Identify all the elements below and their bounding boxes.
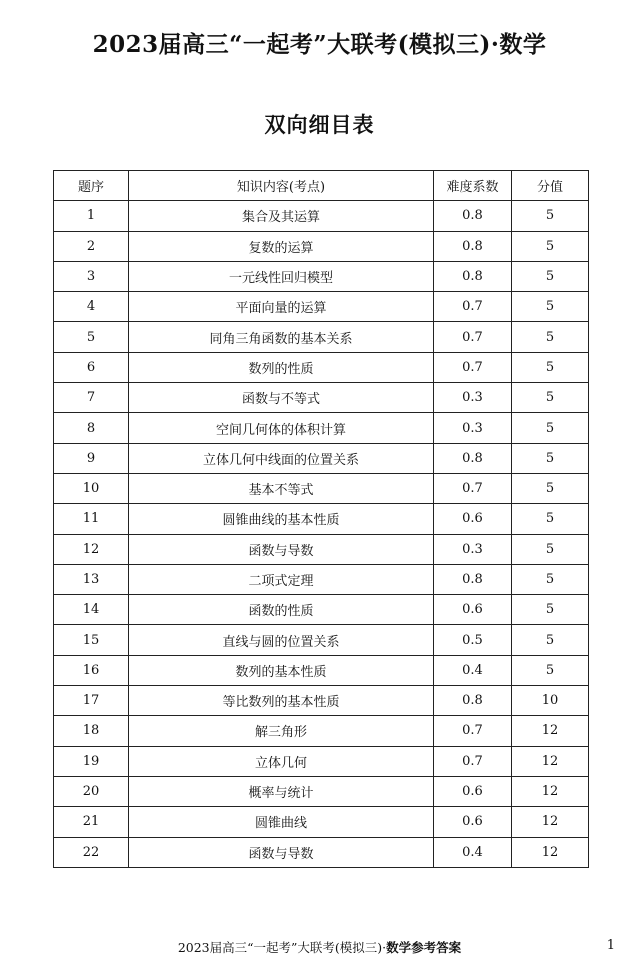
cell-difficulty: 0.8 bbox=[434, 231, 512, 261]
table-row bbox=[54, 746, 589, 776]
cell-difficulty: 0.8 bbox=[434, 686, 512, 716]
cell-question-number: 4 bbox=[54, 292, 129, 322]
cell-knowledge-topic: 复数的运算 bbox=[129, 231, 434, 261]
cell-difficulty: 0.3 bbox=[434, 383, 512, 413]
cell-question-number: 14 bbox=[54, 595, 129, 625]
cell-question-number: 11 bbox=[54, 504, 129, 534]
footer-doc-name: 数学参考答案 bbox=[386, 940, 462, 955]
header-question-number: 题序 bbox=[54, 171, 129, 201]
cell-question-number: 3 bbox=[54, 261, 129, 291]
cell-question-number: 20 bbox=[54, 776, 129, 806]
table-row bbox=[54, 443, 589, 473]
cell-score: 5 bbox=[512, 595, 589, 625]
table-row bbox=[54, 504, 589, 534]
cell-knowledge-topic: 立体几何 bbox=[129, 746, 434, 776]
cell-difficulty: 0.7 bbox=[434, 322, 512, 352]
cell-question-number: 22 bbox=[54, 837, 129, 867]
cell-score: 5 bbox=[512, 625, 589, 655]
table-header-row bbox=[54, 171, 589, 201]
cell-score: 5 bbox=[512, 564, 589, 594]
cell-knowledge-topic: 概率与统计 bbox=[129, 776, 434, 806]
table-row bbox=[54, 413, 589, 443]
table-body bbox=[54, 201, 589, 868]
cell-knowledge-topic: 立体几何中线面的位置关系 bbox=[129, 443, 434, 473]
cell-knowledge-topic: 集合及其运算 bbox=[129, 201, 434, 231]
table-row bbox=[54, 655, 589, 685]
cell-question-number: 15 bbox=[54, 625, 129, 655]
cell-knowledge-topic: 函数的性质 bbox=[129, 595, 434, 625]
cell-question-number: 1 bbox=[54, 201, 129, 231]
cell-knowledge-topic: 等比数列的基本性质 bbox=[129, 686, 434, 716]
specification-table bbox=[53, 170, 589, 868]
table-row bbox=[54, 322, 589, 352]
cell-difficulty: 0.8 bbox=[434, 261, 512, 291]
cell-knowledge-topic: 解三角形 bbox=[129, 716, 434, 746]
cell-difficulty: 0.6 bbox=[434, 595, 512, 625]
header-difficulty: 难度系数 bbox=[434, 171, 512, 201]
table-title: 双向细目表 bbox=[264, 112, 375, 137]
table-row bbox=[54, 595, 589, 625]
cell-knowledge-topic: 函数与导数 bbox=[129, 534, 434, 564]
cell-question-number: 21 bbox=[54, 807, 129, 837]
table-row bbox=[54, 201, 589, 231]
cell-knowledge-topic: 函数与不等式 bbox=[129, 383, 434, 413]
table-row bbox=[54, 776, 589, 806]
cell-difficulty: 0.4 bbox=[434, 655, 512, 685]
cell-question-number: 6 bbox=[54, 352, 129, 382]
table-row bbox=[54, 716, 589, 746]
table-row bbox=[54, 261, 589, 291]
cell-difficulty: 0.6 bbox=[434, 807, 512, 837]
table-row bbox=[54, 352, 589, 382]
cell-difficulty: 0.7 bbox=[434, 716, 512, 746]
table-row bbox=[54, 807, 589, 837]
footer-exam-name: 2023届高三“一起考”大联考(模拟三)· bbox=[177, 940, 387, 955]
cell-score: 5 bbox=[512, 201, 589, 231]
table-row bbox=[54, 383, 589, 413]
cell-question-number: 16 bbox=[54, 655, 129, 685]
cell-score: 5 bbox=[512, 534, 589, 564]
cell-knowledge-topic: 空间几何体的体积计算 bbox=[129, 413, 434, 443]
cell-difficulty: 0.7 bbox=[434, 292, 512, 322]
cell-score: 5 bbox=[512, 231, 589, 261]
cell-difficulty: 0.7 bbox=[434, 746, 512, 776]
cell-difficulty: 0.3 bbox=[434, 534, 512, 564]
footer bbox=[0, 938, 639, 956]
cell-knowledge-topic: 平面向量的运算 bbox=[129, 292, 434, 322]
cell-knowledge-topic: 圆锥曲线 bbox=[129, 807, 434, 837]
cell-knowledge-topic: 直线与圆的位置关系 bbox=[129, 625, 434, 655]
cell-question-number: 12 bbox=[54, 534, 129, 564]
cell-difficulty: 0.6 bbox=[434, 776, 512, 806]
cell-knowledge-topic: 基本不等式 bbox=[129, 473, 434, 503]
cell-question-number: 13 bbox=[54, 564, 129, 594]
table-row bbox=[54, 534, 589, 564]
header-score: 分值 bbox=[512, 171, 589, 201]
cell-score: 10 bbox=[512, 686, 589, 716]
cell-question-number: 18 bbox=[54, 716, 129, 746]
cell-knowledge-topic: 数列的基本性质 bbox=[129, 655, 434, 685]
table-row bbox=[54, 564, 589, 594]
cell-difficulty: 0.8 bbox=[434, 564, 512, 594]
cell-difficulty: 0.8 bbox=[434, 201, 512, 231]
cell-score: 12 bbox=[512, 776, 589, 806]
table-row bbox=[54, 837, 589, 867]
table-row bbox=[54, 473, 589, 503]
cell-knowledge-topic: 数列的性质 bbox=[129, 352, 434, 382]
cell-score: 12 bbox=[512, 746, 589, 776]
cell-score: 5 bbox=[512, 261, 589, 291]
cell-score: 5 bbox=[512, 473, 589, 503]
cell-difficulty: 0.7 bbox=[434, 473, 512, 503]
cell-score: 12 bbox=[512, 837, 589, 867]
cell-score: 12 bbox=[512, 716, 589, 746]
cell-difficulty: 0.3 bbox=[434, 413, 512, 443]
cell-difficulty: 0.7 bbox=[434, 352, 512, 382]
cell-score: 5 bbox=[512, 322, 589, 352]
cell-score: 5 bbox=[512, 504, 589, 534]
table-row bbox=[54, 292, 589, 322]
cell-knowledge-topic: 一元线性回归模型 bbox=[129, 261, 434, 291]
cell-question-number: 5 bbox=[54, 322, 129, 352]
table-row bbox=[54, 625, 589, 655]
cell-question-number: 8 bbox=[54, 413, 129, 443]
cell-difficulty: 0.5 bbox=[434, 625, 512, 655]
cell-score: 5 bbox=[512, 292, 589, 322]
page-number: 1 bbox=[606, 938, 615, 953]
cell-score: 5 bbox=[512, 413, 589, 443]
cell-score: 5 bbox=[512, 655, 589, 685]
cell-question-number: 2 bbox=[54, 231, 129, 261]
cell-knowledge-topic: 圆锥曲线的基本性质 bbox=[129, 504, 434, 534]
cell-question-number: 19 bbox=[54, 746, 129, 776]
table-row bbox=[54, 231, 589, 261]
cell-question-number: 9 bbox=[54, 443, 129, 473]
cell-knowledge-topic: 二项式定理 bbox=[129, 564, 434, 594]
cell-knowledge-topic: 同角三角函数的基本关系 bbox=[129, 322, 434, 352]
cell-score: 5 bbox=[512, 443, 589, 473]
table-row bbox=[54, 686, 589, 716]
cell-question-number: 17 bbox=[54, 686, 129, 716]
cell-score: 5 bbox=[512, 383, 589, 413]
cell-difficulty: 0.6 bbox=[434, 504, 512, 534]
cell-knowledge-topic: 函数与导数 bbox=[129, 837, 434, 867]
cell-score: 5 bbox=[512, 352, 589, 382]
header-knowledge-topic: 知识内容(考点) bbox=[129, 171, 434, 201]
document-title: 2023届高三“一起考”大联考(模拟三)·数学 bbox=[92, 31, 547, 58]
cell-difficulty: 0.4 bbox=[434, 837, 512, 867]
cell-difficulty: 0.8 bbox=[434, 443, 512, 473]
cell-question-number: 10 bbox=[54, 473, 129, 503]
cell-score: 12 bbox=[512, 807, 589, 837]
cell-question-number: 7 bbox=[54, 383, 129, 413]
